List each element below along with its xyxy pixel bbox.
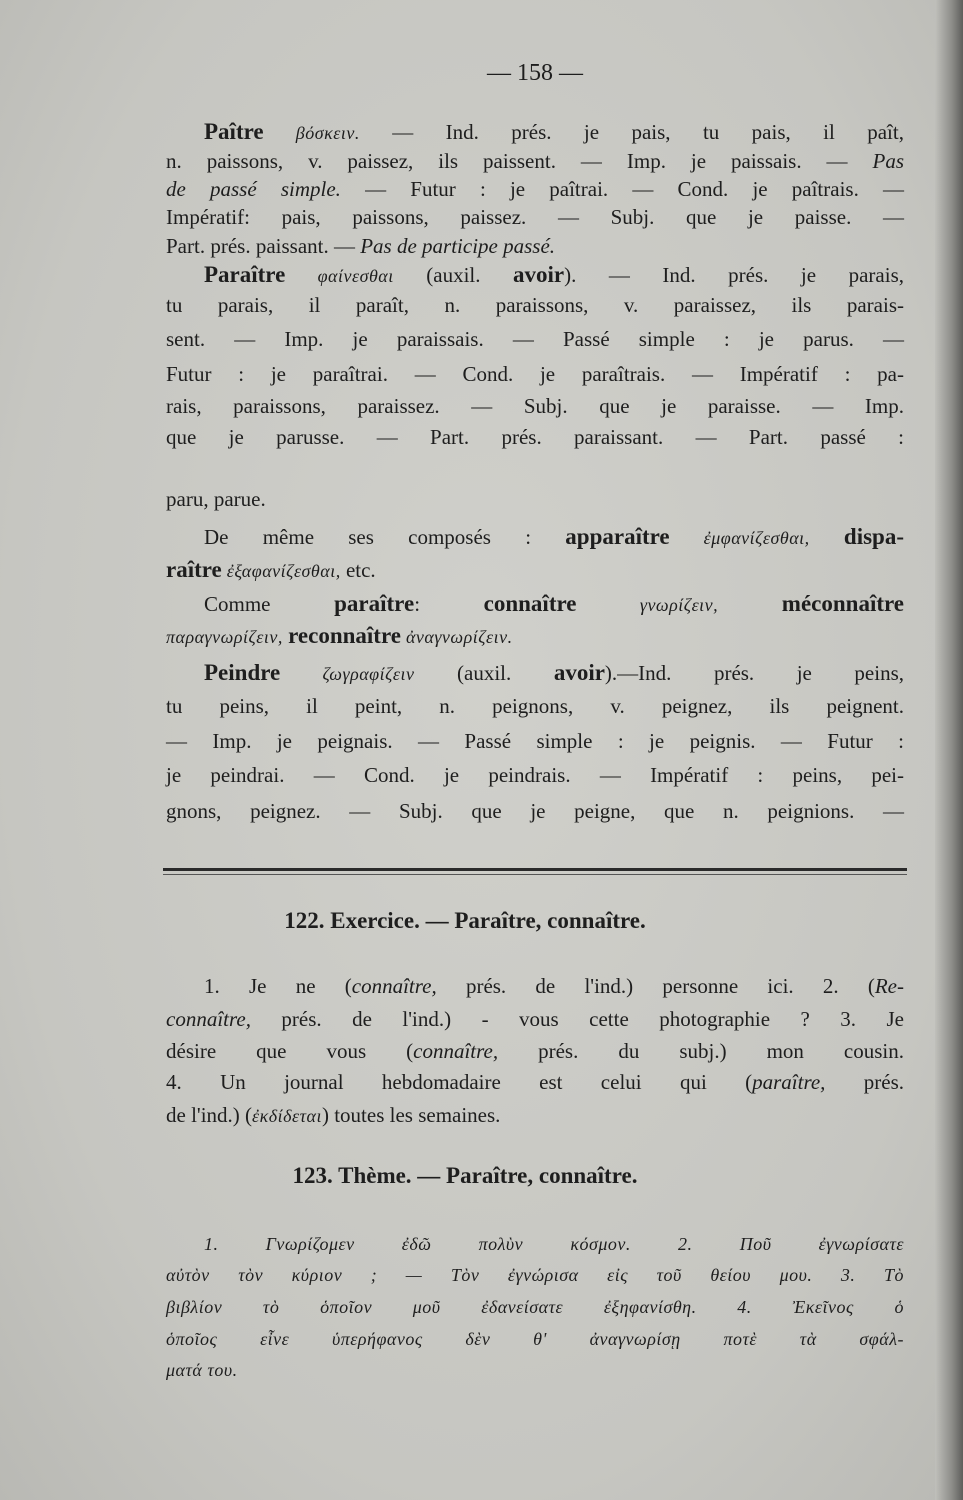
text-segment: (auxil. (414, 661, 554, 685)
text-segment: tu parais, il paraît, n. paraissons, v. paraissez, ils parais- (166, 293, 904, 317)
text-line (166, 325, 904, 353)
verb-headword: avoir (513, 262, 565, 287)
text-segment: Re- (874, 974, 905, 998)
verb-headword: paraître (334, 591, 415, 616)
greek-text: βόσκειν. (263, 123, 360, 143)
text-line (166, 1292, 904, 1321)
text-segment: etc. (340, 558, 376, 582)
text-segment: ) toutes les semaines. (321, 1103, 501, 1127)
exercise-122-heading: 122. Exercice. — Paraître, connaître. (284, 908, 646, 933)
text-segment: prés. du subj.) mon cousin. (498, 1039, 904, 1063)
greek-text: ἀναγνωρίζειν. (400, 627, 513, 647)
text-segment: Futur : je paraîtrai. — Cond. je paraîtrais. — Impératif : pa- (166, 362, 904, 386)
text-segment (810, 525, 844, 549)
verb-headword: reconnaître (288, 623, 401, 648)
text-line (166, 1101, 904, 1130)
text-segment: Comme (204, 592, 335, 616)
text-line (166, 118, 904, 147)
greek-text: αὐτὸν τὸν κύριον ; — Τὸν ἐγνώρισα εἰς τοῦ θείου μου. 3. Τὸ (166, 1265, 904, 1285)
text-line (166, 556, 904, 585)
text-segment: — Imp. je peignais. — Passé simple : je peignis. — Futur : (166, 729, 904, 753)
text-line (166, 1260, 904, 1289)
greek-text: βιβλίον τὸ ὁποῖον μοῦ ἐδανείσατε ἐξηφανίσθη. 4. Ἐκεῖνος ὁ (166, 1297, 904, 1317)
greek-text: παραγνωρίζειν, (166, 627, 283, 647)
text-line (166, 659, 904, 688)
greek-text: ἐξαφανίζεσθαι, (221, 561, 341, 581)
greek-text: γνωρίζειν, (576, 595, 719, 615)
text-segment: Pas (872, 149, 904, 173)
text-segment: rais, paraissons, paraissez. — Subj. que je paraisse. — Imp. (166, 394, 904, 418)
text-line (166, 147, 904, 175)
verb-headword: méconnaître (781, 591, 904, 616)
verb-headword: Paraître (204, 262, 286, 287)
text-segment: connaître, (351, 974, 437, 998)
verb-headword: apparaître (565, 524, 670, 549)
text-segment: paru, parue. (166, 487, 266, 511)
text-line (166, 175, 904, 203)
page-number: — 158 — (487, 60, 583, 86)
theme-123-heading: 123. Thème. — Paraître, connaître. (292, 1163, 638, 1188)
text-segment: gnons, peignez. — Subj. que je peigne, que n. peignions. — (166, 799, 904, 823)
greek-text: ἐμφανίζεσθαι, (669, 528, 810, 548)
text-segment: connaître, (413, 1039, 499, 1063)
verb-headword: Peindre (204, 660, 281, 685)
text-segment: sent. — Imp. je paraissais. — Passé simple : je parus. — (166, 327, 904, 351)
text-segment: prés. de l'ind.) - vous cette photographie ? 3. Je (250, 1007, 904, 1031)
verb-headword: connaître (483, 591, 577, 616)
text-line (166, 392, 904, 420)
text-line (166, 590, 904, 619)
text-segment: désire que vous ( (166, 1039, 414, 1063)
section-divider-thin (163, 874, 907, 875)
text-line (166, 261, 904, 290)
text-segment: de l'ind.) ( (166, 1103, 253, 1127)
text-segment: prés. (825, 1070, 904, 1094)
text-segment: je peindrai. — Cond. je peindrais. — Impératif : peins, pei- (166, 763, 904, 787)
text-line (166, 1355, 904, 1384)
verb-headword: raître (166, 557, 222, 582)
text-line (166, 1068, 904, 1096)
text-line (166, 1005, 904, 1033)
text-segment: (auxil. (393, 263, 514, 287)
text-line (166, 761, 904, 789)
text-line (166, 485, 904, 513)
greek-text: ἐκδίδεται (252, 1106, 322, 1126)
text-segment: n. paissons, v. paissez, ils paissent. — Imp. je paissais. — (166, 149, 873, 173)
text-line (166, 203, 904, 231)
text-line (166, 797, 904, 825)
verb-headword: dispa- (843, 524, 905, 549)
text-line (166, 622, 904, 651)
text-segment: Part. prés. paissant. — (166, 234, 361, 258)
greek-text: φαίνεσθαι (285, 266, 394, 286)
text-line (166, 727, 904, 755)
text-segment: 1. Je ne ( (204, 974, 352, 998)
section-divider (163, 868, 907, 871)
text-segment: Pas de participe passé. (360, 234, 556, 258)
text-segment: — Futur : je paîtrai. — Cond. je paîtrais. — (340, 177, 904, 201)
text-line (166, 291, 904, 319)
greek-text: ματά του. (166, 1360, 238, 1380)
greek-text: 1. Γνωρίζομεν ἐδῶ πολὺν κόσμον. 2. Ποῦ ἐγνωρίσατε (204, 1234, 904, 1254)
verb-headword: Paître (204, 119, 264, 144)
text-segment: ). — Ind. prés. je parais, (564, 263, 904, 287)
text-segment: prés. de l'ind.) personne ici. 2. ( (436, 974, 875, 998)
greek-text: ζωγραφίζειν (280, 664, 415, 684)
text-segment: Impératif: pais, paissons, paissez. — Subj. que je paisse. — (166, 205, 904, 229)
greek-text: ὁποῖος εἶνε ὑπερήφανος δὲν θ' ἀναγνωρίσῃ ποτὲ τὰ σφάλ- (166, 1329, 904, 1349)
text-segment (718, 592, 782, 616)
text-line (166, 972, 904, 1000)
text-segment: paraître, (752, 1070, 826, 1094)
text-line (166, 1229, 904, 1258)
text-segment: — Ind. prés. je pais, tu pais, il paît, (359, 120, 904, 144)
text-line (166, 692, 904, 720)
text-line (166, 423, 904, 451)
text-segment: 4. Un journal hebdomadaire est celui qui ( (166, 1070, 753, 1094)
text-segment: : (414, 592, 484, 616)
text-line (166, 360, 904, 388)
text-segment: De même ses composés : (204, 525, 566, 549)
text-segment: que je parusse. — Part. prés. paraissant. — Part. passé : (166, 425, 904, 449)
text-segment: tu peins, il peint, n. peignons, v. peignez, ils peignent. (166, 694, 904, 718)
text-line (166, 523, 904, 552)
text-segment: ).—Ind. prés. je peins, (604, 661, 904, 685)
text-line (166, 232, 904, 260)
text-segment: connaître, (166, 1007, 251, 1031)
text-line (166, 1037, 904, 1065)
page-edge-shadow (935, 0, 963, 1500)
verb-headword: avoir (553, 660, 605, 685)
text-segment: de passé simple. (166, 177, 341, 201)
text-line (166, 1324, 904, 1353)
